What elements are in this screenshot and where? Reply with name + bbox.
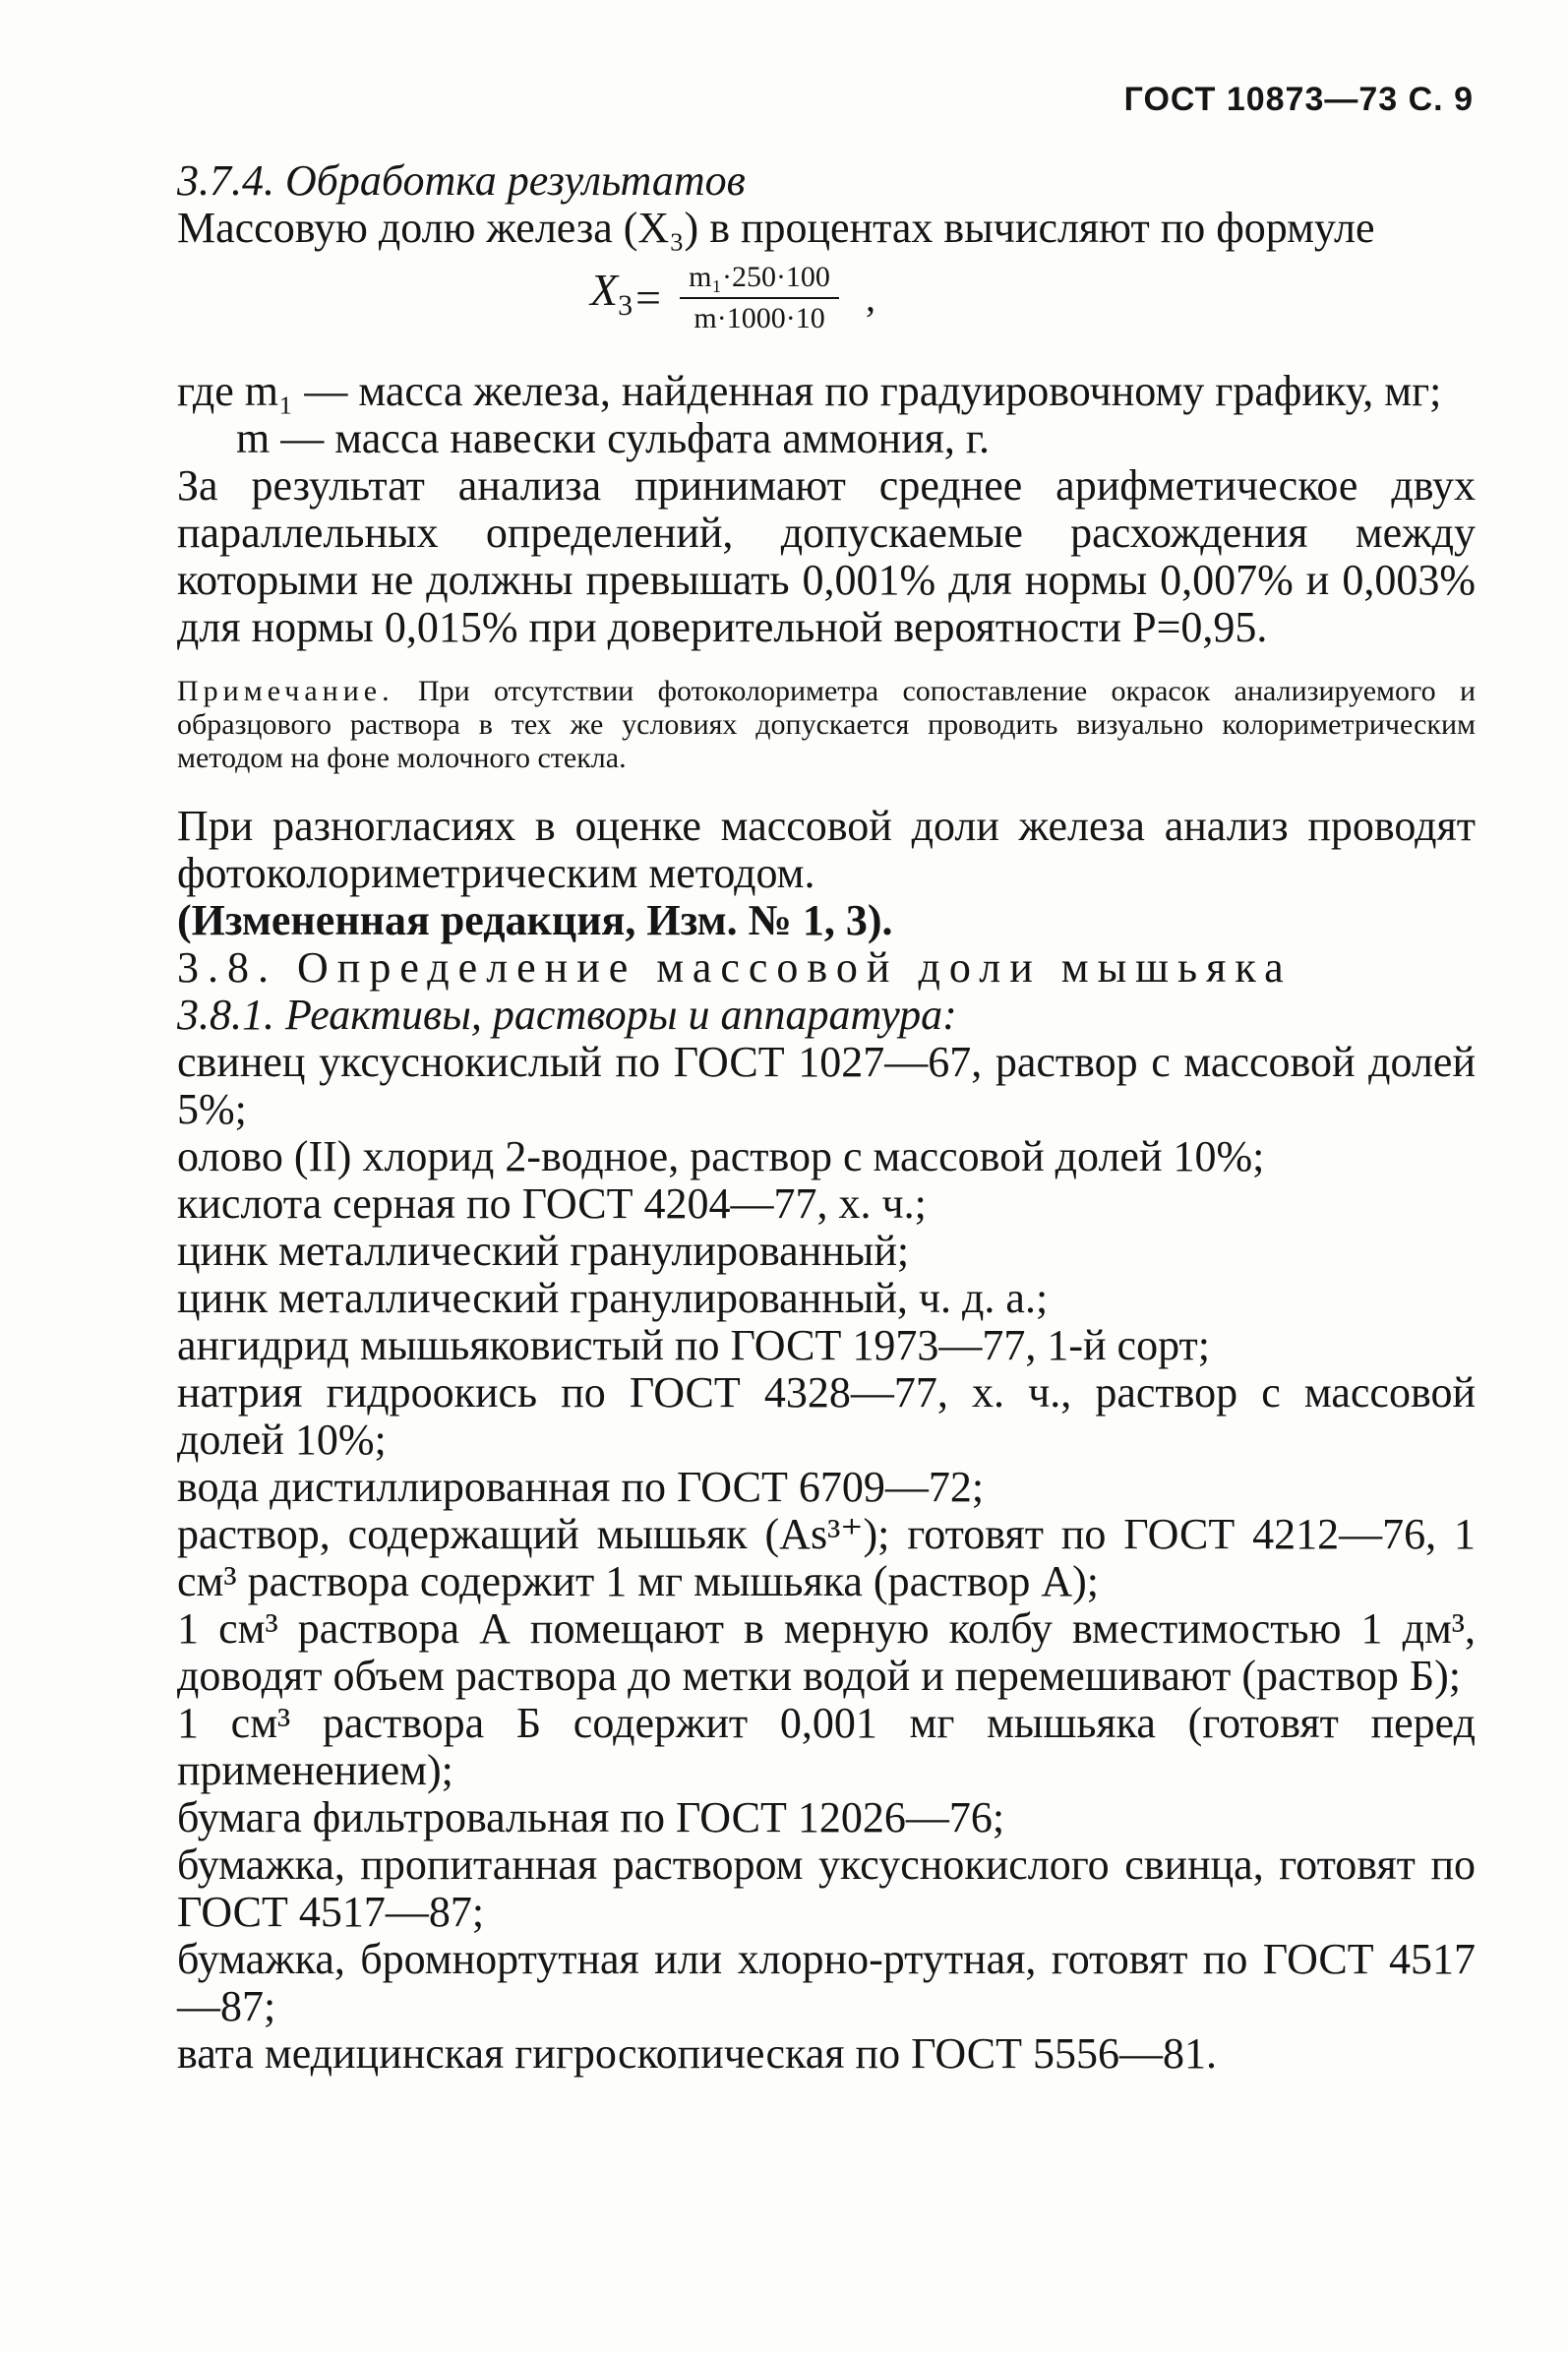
reagent-item: вода дистиллированная по ГОСТ 6709—72; <box>177 1463 985 1511</box>
where-line-2: m — масса навески сульфата аммония, г. <box>236 414 990 462</box>
reagent-item: бумага фильтровальная по ГОСТ 12026—76; <box>177 1793 1005 1841</box>
reagent-item: свинец уксуснокислый по ГОСТ 1027—67, раствор с массовой долей 5%; <box>177 1038 1476 1133</box>
reagent-item: бумажка, пропитанная раствором уксуснокислого свинца, готовят по ГОСТ 4517—87; <box>177 1840 1476 1936</box>
formula-lhs: $X_3$ <box>590 264 633 323</box>
reagent-item: ангидрид мышьяковистый по ГОСТ 1973—77, 1-й сорт; <box>177 1321 1210 1369</box>
paragraph-result: За результат анализа принимают среднее арифметическое двух параллельных определений, допускаемые расхождения между которыми не должны превышать 0,001% для нормы 0,007% и 0,003% для нормы 0,015% при доверительной вероятности P=0,95. <box>177 461 1476 651</box>
reagent-item: кислота серная по ГОСТ 4204—77, х. ч.; <box>177 1179 927 1228</box>
formula-comma: , <box>865 275 875 320</box>
section-3-7-4-heading: 3.7.4. Обработка результатов <box>177 156 746 205</box>
note-label: Примечание. <box>177 675 394 707</box>
reagent-item: раствор, содержащий мышьяк (As³⁺); готовят по ГОСТ 4212—76, 1 см³ раствора содержит 1 мг мышьяка (раствор А); <box>177 1510 1476 1605</box>
reagent-item: 1 см³ раствора А помещают в мерную колбу вместимостью 1 дм³, доводят объем раствора до метки водой и перемешивают (раствор Б); <box>177 1604 1476 1700</box>
formula-block <box>177 252 1476 368</box>
section-3-8-heading: 3.8. Определение массовой доли мышьяка <box>177 943 1293 992</box>
reagent-item: олово (II) хлорид 2-водное, раствор с массовой долей 10%; <box>177 1132 1265 1180</box>
reagent-item: цинк металлический гранулированный, ч. д. а.; <box>177 1274 1049 1322</box>
reagent-item: 1 см³ раствора Б содержит 0,001 мг мышьяка (готовят перед применением); <box>177 1699 1476 1794</box>
page-header: ГОСТ 10873—73 С. 9 <box>1123 81 1474 118</box>
formula-numerator: m₁·250·100 <box>689 261 830 293</box>
reagent-item: цинк металлический гранулированный; <box>177 1227 910 1275</box>
formula-fraction <box>675 258 844 338</box>
where-line-1: где m₁ — масса железа, найденная по градуировочному графику, мг; <box>177 367 1442 415</box>
note <box>177 675 1476 775</box>
iron-formula <box>590 258 875 338</box>
reagent-item: бумажка, бромнортутная или хлорно-ртутная, готовят по ГОСТ 4517—87; <box>177 1935 1476 2030</box>
paragraph-mass-fraction: Массовую долю железа (X₃) в процентах вычисляют по формуле <box>177 204 1375 252</box>
reagent-item: натрия гидроокись по ГОСТ 4328—77, х. ч., раствор с массовой долей 10%; <box>177 1368 1476 1464</box>
formula-denominator: m·1000·10 <box>680 297 838 338</box>
amendment-note: (Измененная редакция, Изм. № 1, 3). <box>177 896 893 944</box>
section-3-8-1-heading: 3.8.1. Реактивы, растворы и аппаратура: <box>177 991 957 1039</box>
page-content <box>177 157 1476 2078</box>
note-text: При отсутствии фотоколориметра сопоставление окрасок анализируемого и образцового раствора в тех же условиях допускается проводить визуально колориметрическим методом на фоне молочного стекла. <box>177 675 1477 774</box>
reagent-item: вата медицинская гигроскопическая по ГОСТ 5556—81. <box>177 2029 1217 2078</box>
paragraph-disagreement: При разногласиях в оценке массовой доли железа анализ проводят фотоколориметрическим методом. <box>177 802 1476 897</box>
formula-equals: = <box>633 272 664 323</box>
